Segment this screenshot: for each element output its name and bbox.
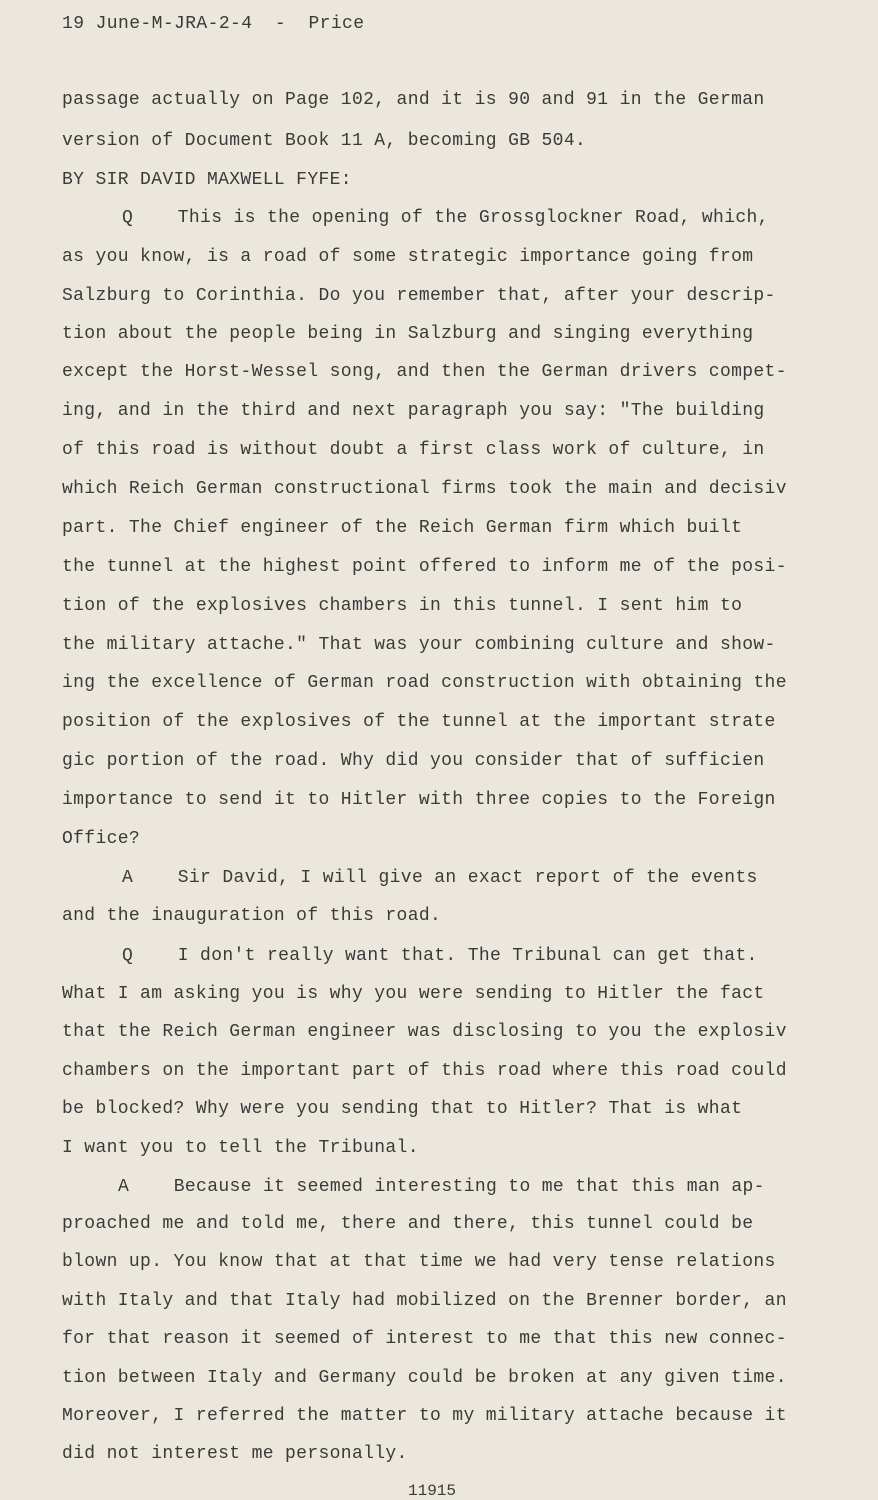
text-line: tion between Italy and Germany could be broken at any given time. [62, 1368, 787, 1388]
text-line: What I am asking you is why you were sending to Hitler the fact [62, 984, 765, 1004]
text-line: that the Reich German engineer was disclosing to you the explosiv [62, 1022, 787, 1042]
text-line: of this road is without doubt a first class work of culture, in [62, 440, 765, 460]
text-line: the military attache." That was your combining culture and show- [62, 635, 776, 655]
text-line: proached me and told me, there and there, this tunnel could be [62, 1214, 754, 1234]
text-line: which Reich German constructional firms took the main and decisiv [62, 479, 787, 499]
page-number: 11915 [408, 1482, 457, 1500]
text-line: importance to send it to Hitler with three copies to the Foreign [62, 790, 776, 810]
text-line: except the Horst-Wessel song, and then the German drivers compet- [62, 362, 787, 382]
text-line: with Italy and that Italy had mobilized on the Brenner border, an [62, 1291, 787, 1311]
text-line: position of the explosives of the tunnel at the important strate [62, 712, 776, 732]
text-line: version of Document Book 11 A, becoming GB 504. [62, 131, 587, 151]
text-line: Salzburg to Corinthia. Do you remember that, after your descrip- [62, 286, 776, 306]
answer-line: A Sir David, I will give an exact report of the events [122, 868, 758, 888]
text-line: tion of the explosives chambers in this tunnel. I sent him to [62, 596, 743, 616]
answer-line: A Because it seemed interesting to me that this man ap- [118, 1177, 765, 1197]
text-line: be blocked? Why were you sending that to Hitler? That is what [62, 1099, 743, 1119]
text-line: Office? [62, 829, 141, 849]
text-line: I want you to tell the Tribunal. [62, 1138, 419, 1158]
text-line: blown up. You know that at that time we had very tense relations [62, 1252, 776, 1272]
text-line: the tunnel at the highest point offered to inform me of the posi- [62, 557, 787, 577]
text-line: gic portion of the road. Why did you consider that of sufficien [62, 751, 765, 771]
heading-line: BY SIR DAVID MAXWELL FYFE: [62, 170, 352, 190]
text-line: part. The Chief engineer of the Reich German firm which built [62, 518, 743, 538]
text-line: ing, and in the third and next paragraph you say: "The building [62, 401, 765, 421]
text-line: did not interest me personally. [62, 1444, 408, 1464]
text-line: tion about the people being in Salzburg and singing everything [62, 324, 754, 344]
question-line: Q This is the opening of the Grossglockner Road, which, [122, 208, 769, 228]
question-line: Q I don't really want that. The Tribunal can get that. [122, 946, 758, 966]
text-line: chambers on the important part of this road where this road could [62, 1061, 787, 1081]
text-line: for that reason it seemed of interest to me that this new connec- [62, 1329, 787, 1349]
text-line: and the inauguration of this road. [62, 906, 442, 926]
text-line: ing the excellence of German road construction with obtaining the [62, 673, 787, 693]
text-line: Moreover, I referred the matter to my military attache because it [62, 1406, 787, 1426]
page-header: 19 June-M-JRA-2-4 - Price [62, 14, 365, 34]
text-line: passage actually on Page 102, and it is 90 and 91 in the German [62, 90, 765, 110]
text-line: as you know, is a road of some strategic importance going from [62, 247, 754, 267]
